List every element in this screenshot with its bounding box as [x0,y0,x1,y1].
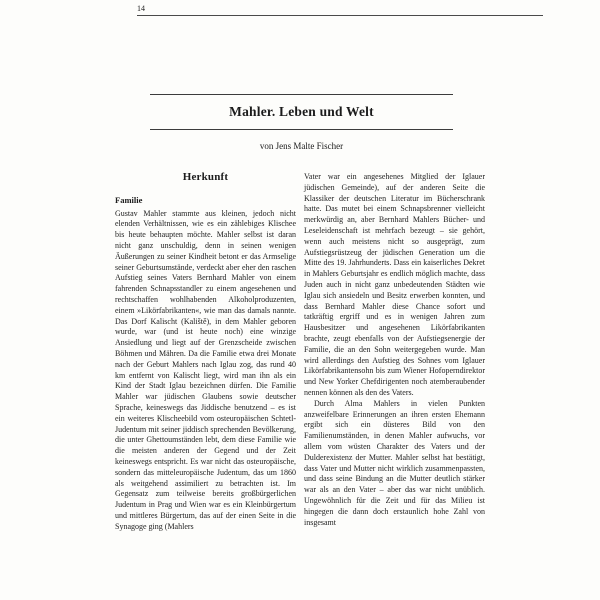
left-column [115,172,296,533]
header-rule [137,15,543,16]
title-rule-bottom [150,129,453,130]
running-header [137,4,543,16]
book-title: Mahler. Leben und Welt [229,104,374,119]
title-block [150,94,453,151]
right-column [304,172,485,528]
right-column-paragraph-1: Vater war ein angesehenes Mitglied der Iglauer jüdischen Gemeinde), auf der anderen Seite die Klassiker der deutschen Literatur im Bücherschrank hatte. Das mutet bei einem Schnapsbrenner vielleicht merkwürdig an, aber Bernhard Mahlers Bücher- und Leseleidenschaft ist mehrfach bezeugt – sie gehört, wenn auch meistens nicht so ausgeprägt, zum Aufstiegsrüstzeug der jüdischen Generation um die Mitte des 19. Jahrhunderts. Dass ein kaiserliches Dekret in Mahlers Geburtsjahr es endlich möglich machte, dass Juden auch in nicht ganz unbedeutenden Städten wie Iglau sich ansiedeln und Besitz erwerben konnten, und dass Bernhard Mahler diese Chance sofort und tatkräftig ergriff und es in wenigen Jahren zum Hausbesitzer und angesehenen Likörfabrikanten brachte, zeugt ebenfalls von der Aufstiegsenergie der Familie, die an den Sohn weitergegeben wurde. Man wird allerdings den Aufstieg des Sohnes vom Iglauer Likörfabrikantensohn bis zum Wiener Hofoperndirektor und New Yorker Chefdirigenten noch atemberaubender nennen können als den des Vaters. [304,172,485,397]
page-number: 14 [137,4,145,13]
subsection-heading-familie: Familie [115,194,143,205]
author-line: von Jens Malte Fischer [259,141,344,151]
right-column-paragraph-2: Durch Alma Mahlers in vielen Punkten anzweifelbare Erinnerungen an ihren ersten Ehemann ergibt sich ein düsteres Bild von den Familienumständen, in denen Mahler aufwuchs, vor allem vom wüsten Charakter des Vaters und der Dulderexistenz der Mutter. Mahler selbst hat bestätigt, dass Vater und Mutter nicht wirklich zusammenpassten, und dass seine Bindung an die Mutter deutlich stärker war als an den Vater – aber das war nicht unüblich. Ungewöhnlich für die Zeit und für das Milieu ist hingegen die dann doch erstaunlich hohe Zahl von insgesamt [304,398,485,527]
section-heading-herkunft: Herkunft [182,171,229,183]
left-column-paragraph: Gustav Mahler stammte aus kleinen, jedoch nicht elenden Verhältnissen, wie es ein zählebiges Klischee bis heute behaupten möchte. Mahler selbst ist daran nicht ganz unschuldig, denn in seinen wenigen Äußerungen zu seiner Kindheit betont er das Armselige seiner Geburtsumstände, verdeckt aber eher den raschen Aufstieg seines Vaters Bernhard Mahler von einem fahrenden Schnapsstandler zu einem angesehenen und rechtschaffen wohlhabenden Alkoholproduzenten, einem »Likörfabrikanten«, wie man das damals nannte. Das Dorf Kalischt (Kaliště), in dem Mahler geboren wurde, war (und ist heute noch) eine winzige Ansiedlung und liegt auf der Grenzscheide zwischen Böhmen und Mähren. Da die Familie etwa drei Monate nach der Geburt Mahlers nach Iglau zog, das rund 40 km entfernt von Kalischt liegt, wird man ihn als ein Kind der Stadt Iglau bezeichnen dürfen. Die Familie Mahler war jüdischen Glaubens sowie deutscher Sprache, keineswegs das Jiddische benutzend – es ist ein weiteres Klischeebild vom osteuropäischen Schtetl-Judentum mit seiner jiddisch sprechenden Bevölkerung, die unter Ghettoumständen lebt, dem diese Familie wie die meisten anderen der Gegend und der Zeit keineswegs entspricht. Es war nicht das osteuropäische, sondern das mitteleuropäische Judentum, das um 1860 als weitgehend assimiliert zu betrachten ist. Im Gegensatz zum teilweise bereits großbürgerlichen Judentum in Prag und Wien war es ein Kleinbürgertum und mittleres Bürgertum, das auf der einen Seite in die Synagoge ging (Mahlers [115,208,296,531]
